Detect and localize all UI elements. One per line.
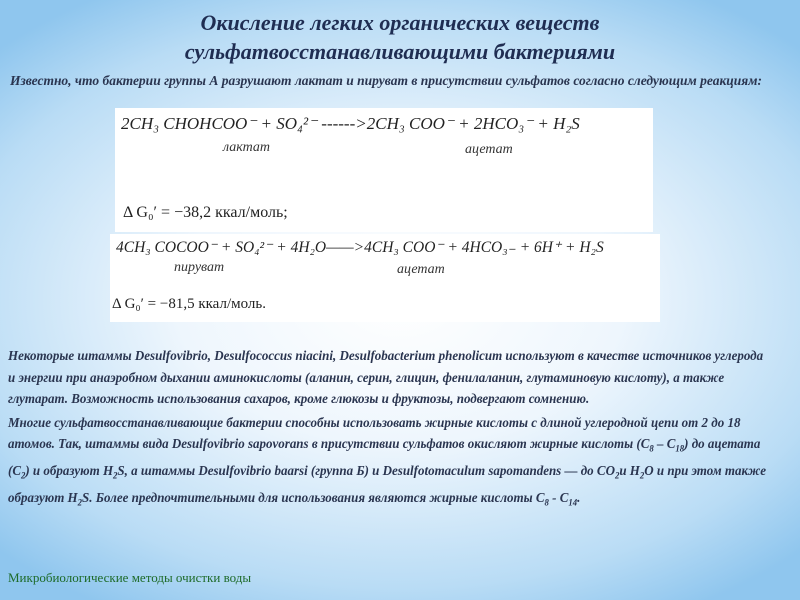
reaction-1-delta-g: Δ G₀′ = −38,2 ккал/моль;	[123, 204, 288, 221]
reaction-2-product-label: ацетат	[397, 262, 445, 277]
reaction-1-product-label: ацетат	[465, 142, 513, 157]
text: ) до ацетата (C	[8, 436, 761, 479]
subscript: 18	[675, 443, 685, 454]
subscript: 2	[113, 470, 118, 481]
reaction-2-delta-g: Δ G₀′ = −81,5 ккал/моль.	[112, 296, 266, 312]
subscript: 2	[639, 470, 645, 481]
reaction-2-image	[110, 234, 660, 322]
title-line-1: Окисление легких органических веществ	[200, 10, 600, 35]
subscript: 8	[649, 443, 654, 454]
text: O и при этом также образуют H	[8, 463, 767, 506]
title-line-2: сульфатвосстанавливающими бактериями	[184, 39, 616, 64]
subscript: 8	[544, 498, 549, 509]
text: - C	[548, 490, 569, 506]
slide-title	[0, 8, 800, 66]
text: – C	[653, 436, 676, 451]
subscript: 14	[568, 498, 578, 509]
reaction-1-reactant-label: лактат	[223, 140, 271, 155]
intro-text: Известно, что бактерии группы А разрушают лактат и пируват в присутствии сульфатов согласно следующим реакциям:	[10, 73, 763, 88]
reaction-2-equation: 4CH₃ COCOO⁻ + SO₄²⁻ + 4H₂O——>4CH₃ COO⁻ + 4HCO₃₋ + 6H⁺ + H₂S	[116, 239, 604, 256]
footer-text: Микробиологические методы очистки воды	[8, 570, 252, 585]
subscript: 2	[20, 470, 26, 481]
subscript: 2	[614, 470, 620, 481]
paragraph-1: Некоторые штаммы Desulfovibrio, Desulfococcus niacini, Desulfobacterium phenolicum используют в качестве источников углерода и энергии при анаэробном дыхании аминокислоты (аланин, серин, глицин, фенилаланин, глутаминовую кислоту), а также глутарат. Возможность использования сахаров, кроме глюкозы и фруктозы, подвергают сомнению.	[8, 348, 764, 406]
text: S. Более предпочтительными для использования являются жирные кислоты C	[82, 490, 545, 506]
text: S, а штаммы Desulfovibrio baarsi (группа Б) и Desulfotomaculum sapomandens — до CO	[117, 463, 615, 479]
reaction-1-equation: 2CH₃ CHOHCOO⁻ + SO₄²⁻ ------>2CH₃ COO⁻ + 2HCO₃⁻ + H₂S	[121, 114, 580, 133]
reaction-1-image	[115, 108, 653, 232]
body-text	[8, 345, 769, 517]
reaction-2-reactant-label: пируват	[174, 260, 225, 275]
subscript: 2	[77, 498, 83, 509]
text: Многие сульфатвосстанавливающие бактерии способны использовать жирные кислоты с длиной углеродной цепи от 2 до 18 атомов. Так, штаммы вида Desulfovibrio sapovorans в присутствии сульфатов окисляют жирные кислоты (C	[8, 414, 741, 451]
paragraph-2	[8, 412, 769, 515]
text: .	[577, 490, 581, 506]
text: ) и образуют H	[25, 463, 114, 479]
text: и H	[619, 463, 640, 479]
